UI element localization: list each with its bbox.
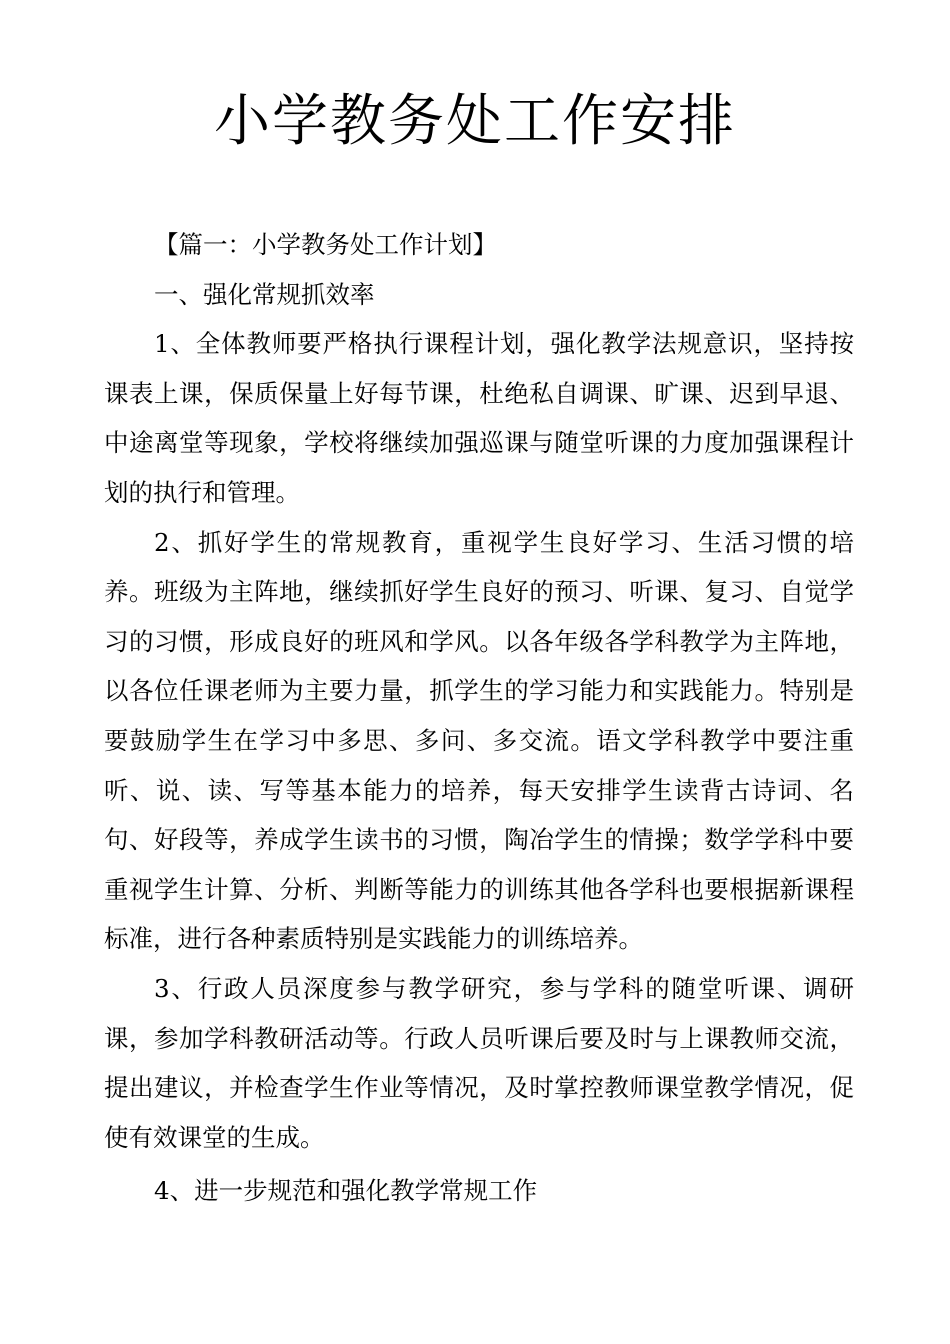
document-body: [104, 220, 854, 1216]
item-4-heading: 4、进一步规范和强化教学常规工作: [154, 1176, 538, 1206]
paragraph-3: 3、行政人员深度参与教学研究，参与学科的随堂听课、调研课，参加学科教研活动等。行政人员听课后要及时与上课教师交流，提出建议，并检查学生作业等情况，及时掌控教师课堂教学情况，促使有效课堂的生成。: [104, 973, 854, 1152]
paragraph-2: 2、抓好学生的常规教育，重视学生良好学习、生活习惯的培养。班级为主阵地，继续抓好学生良好的预习、听课、复习、自觉学习的习惯，形成良好的班风和学风。以各年级各学科教学为主阵地，以各位任课老师为主要力量，抓学生的学习能力和实践能力。特别是要鼓励学生在学习中多思、多问、多交流。语文学科教学中要注重听、说、读、写等基本能力的培养，每天安排学生读背古诗词、名句、好段等，养成学生读书的习惯，陶冶学生的情操；数学学科中要重视学生计算、分析、判断等能力的训练其他各学科也要根据新课程标准，进行各种素质特别是实践能力的训练培养。: [104, 527, 854, 954]
document-title: 小学教务处工作安排: [214, 89, 736, 154]
section-label: 【篇一：小学教务处工作计划】: [154, 230, 497, 259]
section-heading: 一、强化常规抓效率: [154, 279, 375, 309]
paragraph-1: 1、全体教师要严格执行课程计划，强化教学法规意识，坚持按课表上课，保质保量上好每节课，杜绝私自调课、旷课、迟到早退、中途离堂等现象，学校将继续加强巡课与随堂听课的力度加强课程计划的执行和管理。: [104, 329, 854, 507]
